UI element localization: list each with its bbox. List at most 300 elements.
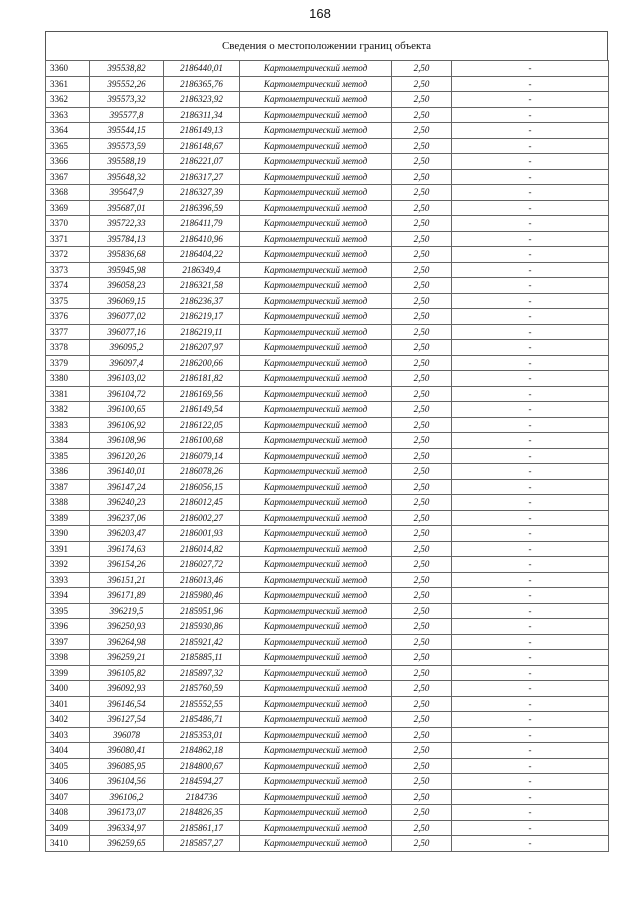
method-cell: Картометрический метод — [240, 355, 392, 371]
x-coordinate-cell: 396077,16 — [90, 324, 164, 340]
x-coordinate-cell: 396108,96 — [90, 433, 164, 449]
point-number-cell: 3390 — [46, 526, 90, 542]
y-coordinate-cell: 2185486,71 — [164, 712, 240, 728]
point-number-cell: 3367 — [46, 169, 90, 185]
method-cell: Картометрический метод — [240, 634, 392, 650]
method-cell: Картометрический метод — [240, 61, 392, 77]
table-row — [46, 355, 609, 371]
method-cell: Картометрический метод — [240, 650, 392, 666]
method-cell: Картометрический метод — [240, 727, 392, 743]
x-coordinate-cell: 395836,68 — [90, 247, 164, 263]
y-coordinate-cell: 2185353,01 — [164, 727, 240, 743]
x-coordinate-cell: 396092,93 — [90, 681, 164, 697]
table-row — [46, 154, 609, 170]
method-cell: Картометрический метод — [240, 247, 392, 263]
table-row — [46, 634, 609, 650]
x-coordinate-cell: 395573,32 — [90, 92, 164, 108]
description-cell: - — [452, 216, 609, 232]
table-row — [46, 805, 609, 821]
point-number-cell: 3372 — [46, 247, 90, 263]
accuracy-cell: 2,50 — [392, 588, 452, 604]
point-number-cell: 3364 — [46, 123, 90, 139]
method-cell: Картометрический метод — [240, 464, 392, 480]
table-row — [46, 836, 609, 852]
description-cell: - — [452, 371, 609, 387]
description-cell: - — [452, 200, 609, 216]
accuracy-cell: 2,50 — [392, 278, 452, 294]
description-cell: - — [452, 650, 609, 666]
y-coordinate-cell: 2186012,45 — [164, 495, 240, 511]
y-coordinate-cell: 2186148,67 — [164, 138, 240, 154]
table-row — [46, 619, 609, 635]
table-row — [46, 433, 609, 449]
table-row — [46, 169, 609, 185]
y-coordinate-cell: 2186440,01 — [164, 61, 240, 77]
y-coordinate-cell: 2184594,27 — [164, 774, 240, 790]
point-number-cell: 3373 — [46, 262, 90, 278]
y-coordinate-cell: 2184826,35 — [164, 805, 240, 821]
y-coordinate-cell: 2184862,18 — [164, 743, 240, 759]
point-number-cell: 3406 — [46, 774, 90, 790]
y-coordinate-cell: 2185885,11 — [164, 650, 240, 666]
method-cell: Картометрический метод — [240, 836, 392, 852]
point-number-cell: 3404 — [46, 743, 90, 759]
y-coordinate-cell: 2186323,92 — [164, 92, 240, 108]
table-row — [46, 774, 609, 790]
method-cell: Картометрический метод — [240, 371, 392, 387]
point-number-cell: 3378 — [46, 340, 90, 356]
table-row — [46, 324, 609, 340]
method-cell: Картометрический метод — [240, 789, 392, 805]
point-number-cell: 3394 — [46, 588, 90, 604]
table-row — [46, 789, 609, 805]
table-row — [46, 448, 609, 464]
table-row — [46, 417, 609, 433]
description-cell: - — [452, 417, 609, 433]
method-cell: Картометрический метод — [240, 526, 392, 542]
coordinates-table-body — [46, 61, 609, 852]
x-coordinate-cell: 396173,07 — [90, 805, 164, 821]
description-cell: - — [452, 836, 609, 852]
method-cell: Картометрический метод — [240, 448, 392, 464]
description-cell: - — [452, 479, 609, 495]
accuracy-cell: 2,50 — [392, 572, 452, 588]
point-number-cell: 3405 — [46, 758, 90, 774]
method-cell: Картометрический метод — [240, 402, 392, 418]
accuracy-cell: 2,50 — [392, 479, 452, 495]
description-cell: - — [452, 123, 609, 139]
method-cell: Картометрический метод — [240, 495, 392, 511]
description-cell: - — [452, 588, 609, 604]
accuracy-cell: 2,50 — [392, 712, 452, 728]
accuracy-cell: 2,50 — [392, 293, 452, 309]
point-number-cell: 3365 — [46, 138, 90, 154]
y-coordinate-cell: 2186200,66 — [164, 355, 240, 371]
y-coordinate-cell: 2186100,68 — [164, 433, 240, 449]
accuracy-cell: 2,50 — [392, 154, 452, 170]
x-coordinate-cell: 395577,8 — [90, 107, 164, 123]
table-row — [46, 185, 609, 201]
table-row — [46, 231, 609, 247]
accuracy-cell: 2,50 — [392, 743, 452, 759]
accuracy-cell: 2,50 — [392, 526, 452, 542]
accuracy-cell: 2,50 — [392, 231, 452, 247]
method-cell: Картометрический метод — [240, 107, 392, 123]
x-coordinate-cell: 396080,41 — [90, 743, 164, 759]
accuracy-cell: 2,50 — [392, 402, 452, 418]
y-coordinate-cell: 2185930,86 — [164, 619, 240, 635]
description-cell: - — [452, 231, 609, 247]
y-coordinate-cell: 2185552,55 — [164, 696, 240, 712]
coordinates-table — [45, 60, 609, 852]
x-coordinate-cell: 395648,32 — [90, 169, 164, 185]
accuracy-cell: 2,50 — [392, 433, 452, 449]
description-cell: - — [452, 603, 609, 619]
description-cell: - — [452, 154, 609, 170]
point-number-cell: 3396 — [46, 619, 90, 635]
x-coordinate-cell: 396104,56 — [90, 774, 164, 790]
y-coordinate-cell: 2186169,56 — [164, 386, 240, 402]
x-coordinate-cell: 396250,93 — [90, 619, 164, 635]
y-coordinate-cell: 2186002,27 — [164, 510, 240, 526]
x-coordinate-cell: 396264,98 — [90, 634, 164, 650]
table-row — [46, 696, 609, 712]
description-cell: - — [452, 805, 609, 821]
description-cell: - — [452, 789, 609, 805]
x-coordinate-cell: 396174,63 — [90, 541, 164, 557]
y-coordinate-cell: 2186236,37 — [164, 293, 240, 309]
description-cell: - — [452, 185, 609, 201]
point-number-cell: 3369 — [46, 200, 90, 216]
x-coordinate-cell: 396203,47 — [90, 526, 164, 542]
accuracy-cell: 2,50 — [392, 510, 452, 526]
accuracy-cell: 2,50 — [392, 650, 452, 666]
table-row — [46, 309, 609, 325]
description-cell: - — [452, 495, 609, 511]
x-coordinate-cell: 395573,59 — [90, 138, 164, 154]
point-number-cell: 3410 — [46, 836, 90, 852]
x-coordinate-cell: 396140,01 — [90, 464, 164, 480]
method-cell: Картометрический метод — [240, 324, 392, 340]
x-coordinate-cell: 396146,54 — [90, 696, 164, 712]
method-cell: Картометрический метод — [240, 541, 392, 557]
accuracy-cell: 2,50 — [392, 417, 452, 433]
method-cell: Картометрический метод — [240, 293, 392, 309]
point-number-cell: 3398 — [46, 650, 90, 666]
point-number-cell: 3397 — [46, 634, 90, 650]
table-row — [46, 92, 609, 108]
accuracy-cell: 2,50 — [392, 185, 452, 201]
table-row — [46, 247, 609, 263]
x-coordinate-cell: 396085,95 — [90, 758, 164, 774]
x-coordinate-cell: 395647,9 — [90, 185, 164, 201]
point-number-cell: 3409 — [46, 820, 90, 836]
description-cell: - — [452, 169, 609, 185]
accuracy-cell: 2,50 — [392, 123, 452, 139]
point-number-cell: 3388 — [46, 495, 90, 511]
x-coordinate-cell: 396103,02 — [90, 371, 164, 387]
point-number-cell: 3360 — [46, 61, 90, 77]
point-number-cell: 3380 — [46, 371, 90, 387]
method-cell: Картометрический метод — [240, 805, 392, 821]
y-coordinate-cell: 2186149,54 — [164, 402, 240, 418]
y-coordinate-cell: 2185857,27 — [164, 836, 240, 852]
method-cell: Картометрический метод — [240, 557, 392, 573]
description-cell: - — [452, 696, 609, 712]
table-row — [46, 138, 609, 154]
y-coordinate-cell: 2186078,26 — [164, 464, 240, 480]
y-coordinate-cell: 2186001,93 — [164, 526, 240, 542]
x-coordinate-cell: 396106,2 — [90, 789, 164, 805]
x-coordinate-cell: 396095,2 — [90, 340, 164, 356]
accuracy-cell: 2,50 — [392, 355, 452, 371]
accuracy-cell: 2,50 — [392, 92, 452, 108]
point-number-cell: 3403 — [46, 727, 90, 743]
x-coordinate-cell: 396240,23 — [90, 495, 164, 511]
accuracy-cell: 2,50 — [392, 758, 452, 774]
method-cell: Картометрический метод — [240, 386, 392, 402]
table-row — [46, 402, 609, 418]
accuracy-cell: 2,50 — [392, 603, 452, 619]
x-coordinate-cell: 396237,06 — [90, 510, 164, 526]
method-cell: Картометрический метод — [240, 510, 392, 526]
description-cell: - — [452, 448, 609, 464]
method-cell: Картометрический метод — [240, 154, 392, 170]
y-coordinate-cell: 2186411,79 — [164, 216, 240, 232]
y-coordinate-cell: 2186056,15 — [164, 479, 240, 495]
description-cell: - — [452, 402, 609, 418]
point-number-cell: 3383 — [46, 417, 90, 433]
table-row — [46, 216, 609, 232]
point-number-cell: 3363 — [46, 107, 90, 123]
method-cell: Картометрический метод — [240, 820, 392, 836]
description-cell: - — [452, 433, 609, 449]
y-coordinate-cell: 2185897,32 — [164, 665, 240, 681]
point-number-cell: 3376 — [46, 309, 90, 325]
x-coordinate-cell: 395945,98 — [90, 262, 164, 278]
x-coordinate-cell: 396334,97 — [90, 820, 164, 836]
table-row — [46, 541, 609, 557]
y-coordinate-cell: 2184800,67 — [164, 758, 240, 774]
description-cell: - — [452, 324, 609, 340]
y-coordinate-cell: 2186219,17 — [164, 309, 240, 325]
accuracy-cell: 2,50 — [392, 107, 452, 123]
y-coordinate-cell: 2186327,39 — [164, 185, 240, 201]
point-number-cell: 3362 — [46, 92, 90, 108]
method-cell: Картометрический метод — [240, 200, 392, 216]
method-cell: Картометрический метод — [240, 340, 392, 356]
x-coordinate-cell: 396097,4 — [90, 355, 164, 371]
method-cell: Картометрический метод — [240, 309, 392, 325]
description-cell: - — [452, 107, 609, 123]
x-coordinate-cell: 396259,65 — [90, 836, 164, 852]
accuracy-cell: 2,50 — [392, 820, 452, 836]
point-number-cell: 3391 — [46, 541, 90, 557]
accuracy-cell: 2,50 — [392, 557, 452, 573]
y-coordinate-cell: 2186149,13 — [164, 123, 240, 139]
x-coordinate-cell: 396259,21 — [90, 650, 164, 666]
x-coordinate-cell: 396106,92 — [90, 417, 164, 433]
table-row — [46, 526, 609, 542]
method-cell: Картометрический метод — [240, 619, 392, 635]
point-number-cell: 3361 — [46, 76, 90, 92]
description-cell: - — [452, 774, 609, 790]
point-number-cell: 3381 — [46, 386, 90, 402]
description-cell: - — [452, 727, 609, 743]
description-cell: - — [452, 278, 609, 294]
x-coordinate-cell: 395538,82 — [90, 61, 164, 77]
x-coordinate-cell: 396104,72 — [90, 386, 164, 402]
x-coordinate-cell: 395544,15 — [90, 123, 164, 139]
accuracy-cell: 2,50 — [392, 619, 452, 635]
point-number-cell: 3400 — [46, 681, 90, 697]
method-cell: Картометрический метод — [240, 588, 392, 604]
point-number-cell: 3366 — [46, 154, 90, 170]
y-coordinate-cell: 2186396,59 — [164, 200, 240, 216]
y-coordinate-cell: 2186221,07 — [164, 154, 240, 170]
point-number-cell: 3389 — [46, 510, 90, 526]
method-cell: Картометрический метод — [240, 92, 392, 108]
x-coordinate-cell: 396151,21 — [90, 572, 164, 588]
y-coordinate-cell: 2186410,96 — [164, 231, 240, 247]
x-coordinate-cell: 395784,13 — [90, 231, 164, 247]
table-row — [46, 107, 609, 123]
x-coordinate-cell: 396147,24 — [90, 479, 164, 495]
y-coordinate-cell: 2186317,27 — [164, 169, 240, 185]
table-row — [46, 758, 609, 774]
method-cell: Картометрический метод — [240, 665, 392, 681]
accuracy-cell: 2,50 — [392, 200, 452, 216]
accuracy-cell: 2,50 — [392, 634, 452, 650]
y-coordinate-cell: 2186321,58 — [164, 278, 240, 294]
method-cell: Картометрический метод — [240, 758, 392, 774]
description-cell: - — [452, 61, 609, 77]
y-coordinate-cell: 2186219,11 — [164, 324, 240, 340]
description-cell: - — [452, 309, 609, 325]
description-cell: - — [452, 681, 609, 697]
method-cell: Картометрический метод — [240, 169, 392, 185]
y-coordinate-cell: 2186365,76 — [164, 76, 240, 92]
table-row — [46, 572, 609, 588]
x-coordinate-cell: 396105,82 — [90, 665, 164, 681]
table-row — [46, 464, 609, 480]
y-coordinate-cell: 2186349,4 — [164, 262, 240, 278]
table-row — [46, 743, 609, 759]
accuracy-cell: 2,50 — [392, 386, 452, 402]
method-cell: Картометрический метод — [240, 743, 392, 759]
x-coordinate-cell: 395588,19 — [90, 154, 164, 170]
accuracy-cell: 2,50 — [392, 805, 452, 821]
table-row — [46, 262, 609, 278]
table-row — [46, 495, 609, 511]
description-cell: - — [452, 340, 609, 356]
description-cell: - — [452, 557, 609, 573]
table-row — [46, 386, 609, 402]
x-coordinate-cell: 395552,26 — [90, 76, 164, 92]
accuracy-cell: 2,50 — [392, 789, 452, 805]
x-coordinate-cell: 396078 — [90, 727, 164, 743]
point-number-cell: 3374 — [46, 278, 90, 294]
point-number-cell: 3371 — [46, 231, 90, 247]
x-coordinate-cell: 396077,02 — [90, 309, 164, 325]
y-coordinate-cell: 2186014,82 — [164, 541, 240, 557]
table-row — [46, 76, 609, 92]
table-row — [46, 510, 609, 526]
description-cell: - — [452, 820, 609, 836]
accuracy-cell: 2,50 — [392, 836, 452, 852]
point-number-cell: 3399 — [46, 665, 90, 681]
point-number-cell: 3386 — [46, 464, 90, 480]
point-number-cell: 3392 — [46, 557, 90, 573]
point-number-cell: 3387 — [46, 479, 90, 495]
point-number-cell: 3395 — [46, 603, 90, 619]
table-row — [46, 123, 609, 139]
description-cell: - — [452, 712, 609, 728]
method-cell: Картометрический метод — [240, 774, 392, 790]
description-cell: - — [452, 526, 609, 542]
description-cell: - — [452, 758, 609, 774]
y-coordinate-cell: 2185951,96 — [164, 603, 240, 619]
y-coordinate-cell: 2186079,14 — [164, 448, 240, 464]
table-row — [46, 557, 609, 573]
method-cell: Картометрический метод — [240, 138, 392, 154]
x-coordinate-cell: 396171,89 — [90, 588, 164, 604]
method-cell: Картометрический метод — [240, 479, 392, 495]
description-cell: - — [452, 386, 609, 402]
accuracy-cell: 2,50 — [392, 169, 452, 185]
x-coordinate-cell: 396219,5 — [90, 603, 164, 619]
description-cell: - — [452, 247, 609, 263]
x-coordinate-cell: 395687,01 — [90, 200, 164, 216]
accuracy-cell: 2,50 — [392, 774, 452, 790]
method-cell: Картометрический метод — [240, 712, 392, 728]
accuracy-cell: 2,50 — [392, 541, 452, 557]
table-row — [46, 61, 609, 77]
method-cell: Картометрический метод — [240, 185, 392, 201]
point-number-cell: 3402 — [46, 712, 90, 728]
method-cell: Картометрический метод — [240, 572, 392, 588]
point-number-cell: 3384 — [46, 433, 90, 449]
table-row — [46, 681, 609, 697]
x-coordinate-cell: 396058,23 — [90, 278, 164, 294]
accuracy-cell: 2,50 — [392, 727, 452, 743]
method-cell: Картометрический метод — [240, 696, 392, 712]
description-cell: - — [452, 743, 609, 759]
page-number: 168 — [309, 6, 331, 21]
point-number-cell: 3393 — [46, 572, 90, 588]
point-number-cell: 3377 — [46, 324, 90, 340]
y-coordinate-cell: 2186311,34 — [164, 107, 240, 123]
description-cell: - — [452, 665, 609, 681]
point-number-cell: 3408 — [46, 805, 90, 821]
y-coordinate-cell: 2186013,46 — [164, 572, 240, 588]
table-row — [46, 820, 609, 836]
table-row — [46, 278, 609, 294]
point-number-cell: 3407 — [46, 789, 90, 805]
method-cell: Картометрический метод — [240, 76, 392, 92]
table-row — [46, 200, 609, 216]
x-coordinate-cell: 396120,26 — [90, 448, 164, 464]
table-row — [46, 293, 609, 309]
accuracy-cell: 2,50 — [392, 464, 452, 480]
table-row — [46, 650, 609, 666]
table-row — [46, 665, 609, 681]
x-coordinate-cell: 395722,33 — [90, 216, 164, 232]
method-cell: Картометрический метод — [240, 433, 392, 449]
table-row — [46, 340, 609, 356]
table-row — [46, 479, 609, 495]
table-row — [46, 712, 609, 728]
